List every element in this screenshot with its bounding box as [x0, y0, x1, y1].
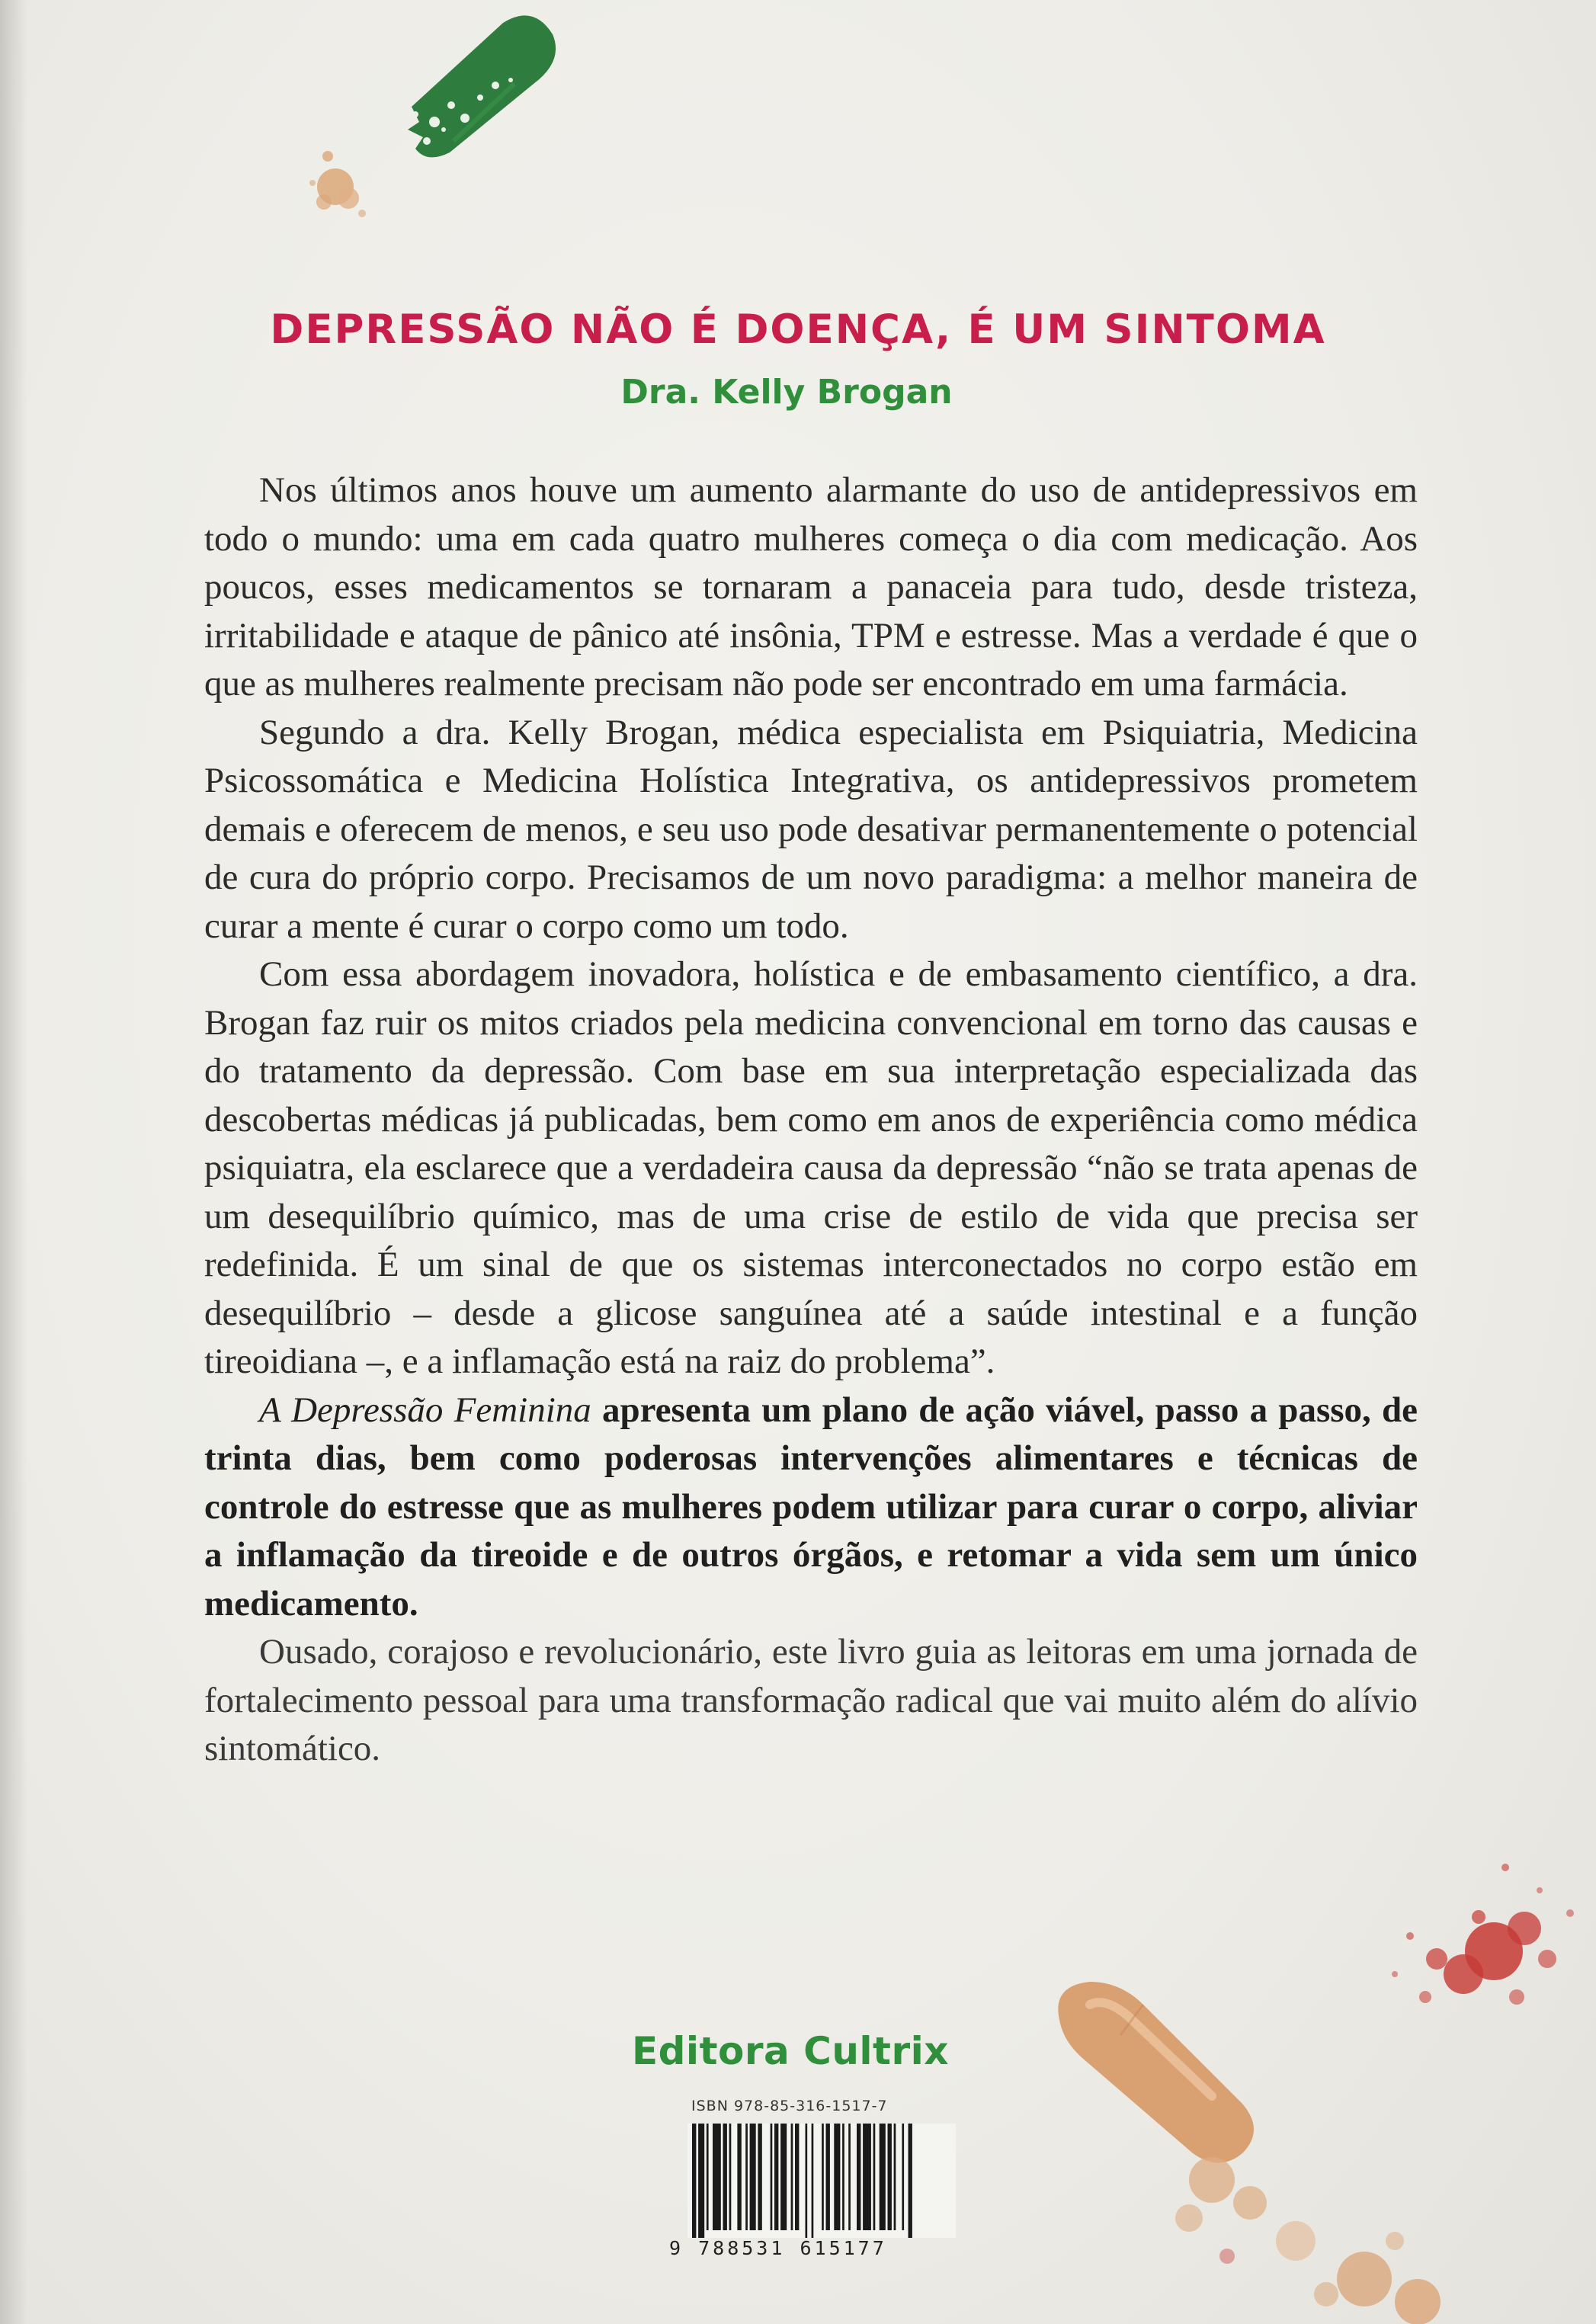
barcode-bar: [894, 2124, 896, 2230]
author-name: Dra. Kelly Brogan: [620, 373, 953, 412]
barcode-bar: [812, 2124, 814, 2238]
barcode-bar: [713, 2124, 721, 2230]
barcode-bar: [771, 2124, 773, 2230]
barcode-bar: [723, 2124, 727, 2230]
barcode-bar: [888, 2124, 892, 2230]
barcode-bar: [750, 2124, 756, 2230]
blurb-paragraph: Com essa abordagem inovadora, holística e de embasamento científico, a dra. Brogan faz ruir os mitos criados pela medicina convencional em torno das causas e do tratamento da depressão. Com base em sua interpretação especializada das descobertas médicas já publicadas, bem como em anos de experiência como médica psiquiatra, ela esclarece que a verdadeira causa da depressão “não se trata apenas de um desequilíbrio químico, mas de uma crise de estilo de vida que precisa ser redefinida. É um sinal de que os sistemas interconectados no corpo estão em desequilíbrio – desde a glicose sanguínea até a saúde intestinal e a função tireoidiana –, e a inflamação está na raiz do problema”.: [204, 954, 1418, 1381]
blurb-paragraph-text: apresenta um plano de ação viável, passo a passo, de trinta dias, bem como poderosas intervenções alimentares e técnicas de controle do estresse que as mulheres podem utilizar para curar o corpo, aliviar a inflamação da tireoide e de outros órgãos, e retomar a vida sem um único medicamento.: [204, 1390, 1418, 1624]
barcode-bar: [791, 2124, 793, 2230]
barcode-bar: [737, 2124, 741, 2230]
barcode-bar: [692, 2124, 696, 2238]
barcode-bar: [873, 2124, 876, 2230]
isbn-barcode: [687, 2124, 956, 2238]
barcode-bar: [698, 2124, 704, 2238]
barcode-bar: [758, 2124, 761, 2230]
barcode-bar: [902, 2124, 904, 2230]
barcode-bar: [795, 2124, 799, 2230]
blurb-paragraph: Ousado, corajoso e revolucionário, este livro guia as leitoras em uma jornada de fortalecimento pessoal para uma transformação radical que vai muito além do alívio sintomático.: [204, 1632, 1418, 1768]
barcode-bar: [857, 2124, 860, 2230]
cover-headline: DEPRESSÃO NÃO É DOENÇA, É UM SINTOMA: [270, 306, 1326, 353]
barcode-bar: [806, 2124, 808, 2238]
orange-powder-icon: [301, 145, 393, 236]
blurb-paragraph: [204, 1386, 1418, 1629]
blurb-paragraph: Segundo a dra. Kelly Brogan, médica especialista em Psiquiatria, Medicina Psicossomática e Medicina Holística Integrativa, os antidepressivos prometem demais e oferecem de menos, e seu uso pode desativar permanentemente o potencial de cura do próprio corpo. Precisamos de um novo paradigma: a melhor maneira de curar a mente é curar o corpo como um todo.: [204, 712, 1418, 946]
barcode-bar: [909, 2124, 912, 2238]
barcode-bar: [863, 2124, 871, 2230]
blurb-text: [204, 466, 1418, 1774]
barcode-bar: [745, 2124, 748, 2230]
green-capsule-fragment-icon: [381, 8, 564, 175]
barcode-bar: [774, 2124, 778, 2230]
isbn-label: ISBN 978-85-316-1517-7: [691, 2098, 888, 2114]
barcode-bar: [848, 2124, 851, 2230]
barcode-bar: [780, 2124, 787, 2230]
barcode-digits: 9 788531 615177: [669, 2237, 887, 2259]
barcode-bar: [707, 2124, 709, 2230]
barcode-bar: [822, 2124, 824, 2230]
barcode-bars: [687, 2124, 956, 2238]
barcode-bar: [826, 2124, 830, 2230]
orange-powder-icon: [1143, 2149, 1448, 2324]
red-powder-stain-icon: [1364, 1845, 1593, 2043]
blurb-paragraph: Nos últimos anos houve um aumento alarmante do uso de antidepressivos em todo o mundo: uma em cada quatro mulheres começa o dia com medicação. Aos poucos, esses medicamentos se tornaram a panaceia para tudo, desde tristeza, irritabilidade e ataque de pânico até insônia, TPM e estresse. Mas a verdade é que o que as mulheres realmente precisam não pode ser encontrado em uma farmácia.: [204, 470, 1418, 704]
barcode-bar: [834, 2124, 840, 2230]
publisher-name: Editora Cultrix: [631, 2029, 950, 2073]
barcode-bar: [842, 2124, 844, 2230]
barcode-bar: [880, 2124, 886, 2230]
book-title-italic: A Depressão Feminina: [259, 1390, 591, 1430]
barcode-bar: [729, 2124, 732, 2230]
